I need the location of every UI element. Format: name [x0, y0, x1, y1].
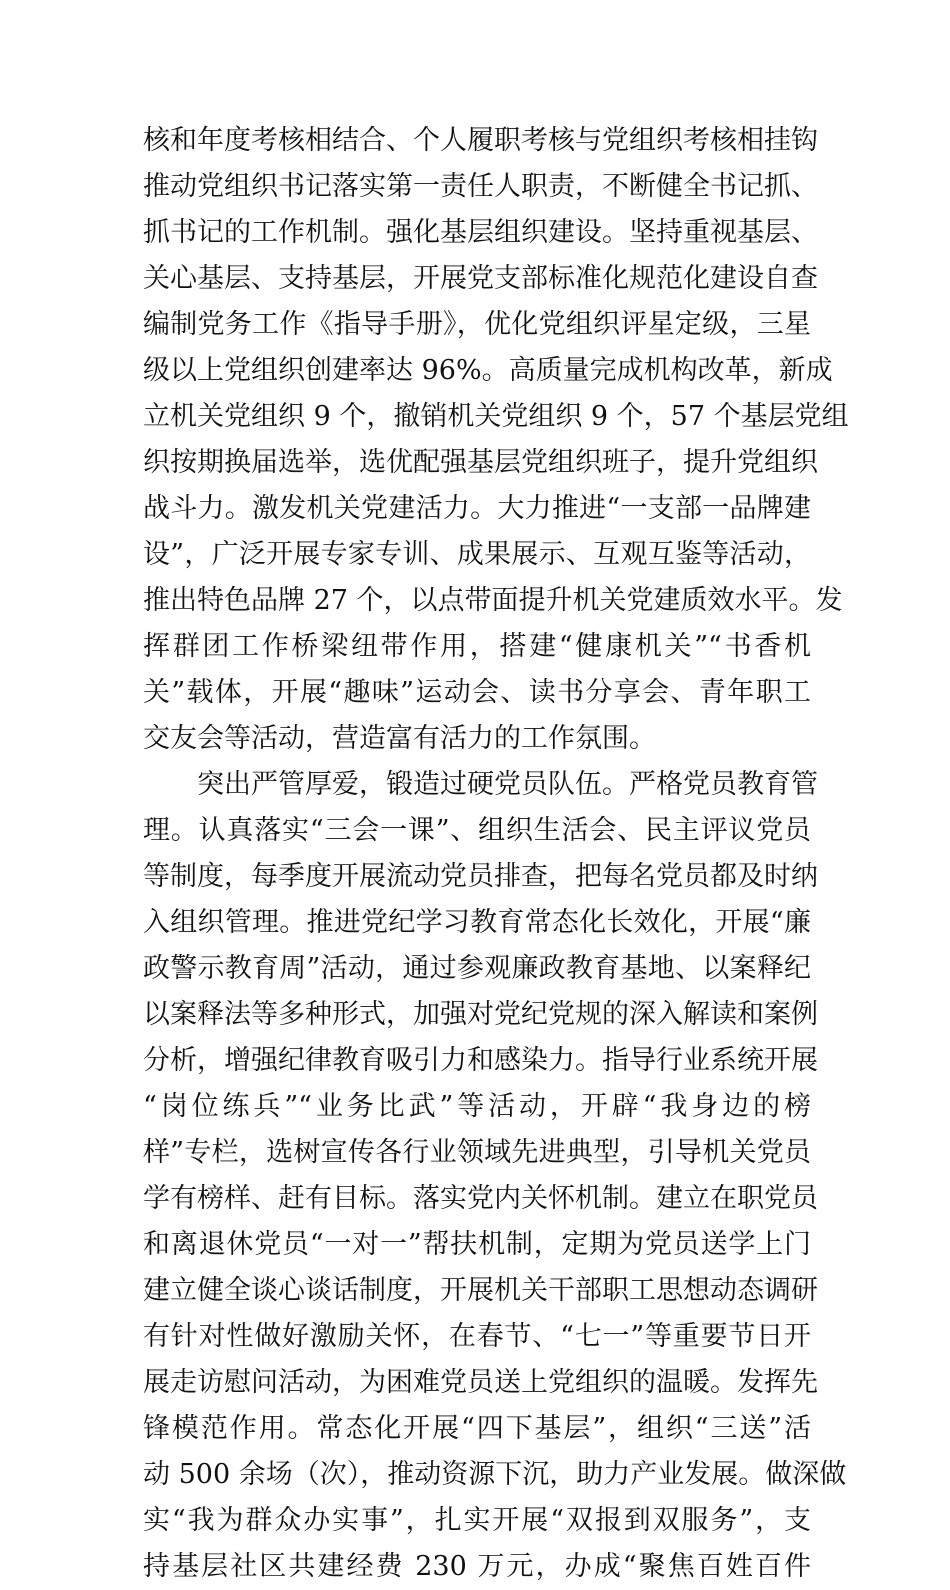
text-line: 建立健全谈心谈话制度，开展机关干部职工思想动态调研	[143, 1275, 818, 1306]
text-line: 持基层社区共建经费 230 万元，办成“聚焦百姓百件	[143, 1551, 811, 1582]
text-line: 战斗力。激发机关党建活力。大力推进“一支部一品牌建	[143, 493, 811, 524]
text-line: 等制度，每季度开展流动党员排查，把每名党员都及时纳	[143, 861, 818, 892]
text-line: 锋模范作用。常态化开展“四下基层”，组织“三送”活	[143, 1413, 811, 1444]
document-body	[143, 118, 849, 1590]
text-line: “岗位练兵”“业务比武”等活动，开辟“我身边的榜	[143, 1091, 811, 1122]
text-line: 理。认真落实“三会一课”、组织生活会、民主评议党员	[143, 815, 811, 846]
text-line: 动 500 余场（次），推动资源下沉，助力产业发展。做深做	[143, 1459, 847, 1490]
text-line: 政警示教育周”活动，通过参观廉政教育基地、以案释纪	[143, 953, 811, 984]
text-line: 交友会等活动，营造富有活力的工作氛围。	[143, 723, 656, 754]
text-line: 推动党组织书记落实第一责任人职责，不断健全书记抓、	[143, 171, 818, 202]
text-line: 突出严管厚爱，锻造过硬党员队伍。严格党员教育管	[197, 769, 818, 800]
text-line: 展走访慰问活动，为困难党员送上党组织的温暖。发挥先	[143, 1367, 818, 1398]
text-line: 分析，增强纪律教育吸引力和感染力。指导行业系统开展	[143, 1045, 818, 1076]
text-line: 和离退休党员“一对一”帮扶机制，定期为党员送学上门	[143, 1229, 811, 1260]
text-line: 核和年度考核相结合、个人履职考核与党组织考核相挂钩	[143, 125, 818, 156]
text-line: 关心基层、支持基层，开展党支部标准化规范化建设自查	[143, 263, 818, 294]
text-line: 立机关党组织 9 个，撤销机关党组织 9 个，57 个基层党组	[143, 401, 849, 432]
text-line: 以案释法等多种形式，加强对党纪党规的深入解读和案例	[143, 999, 818, 1030]
text-line: 编制党务工作《指导手册》，优化党组织评星定级，三星	[143, 309, 811, 340]
text-line: 学有榜样、赶有目标。落实党内关怀机制。建立在职党员	[143, 1183, 818, 1214]
text-line: 样”专栏，选树宣传各行业领域先进典型，引导机关党员	[143, 1137, 811, 1168]
text-line: 抓书记的工作机制。强化基层组织建设。坚持重视基层、	[143, 217, 818, 248]
text-line: 实“我为群众办实事”，扎实开展“双报到双服务”，支	[143, 1505, 811, 1536]
text-line: 织按期换届选举，选优配强基层党组织班子，提升党组织	[143, 447, 818, 478]
text-line: 有针对性做好激励关怀，在春节、“七一”等重要节日开	[143, 1321, 811, 1352]
paragraph	[143, 762, 847, 1590]
text-line: 推出特色品牌 27 个，以点带面提升机关党建质效水平。发	[143, 585, 843, 616]
text-line: 级以上党组织创建率达 96%。高质量完成机构改革，新成	[143, 355, 833, 386]
text-line: 挥群团工作桥梁纽带作用，搭建“健康机关”“书香机	[143, 631, 811, 662]
text-line: 设”，广泛开展专家专训、成果展示、互观互鉴等活动，	[143, 539, 811, 570]
paragraph	[143, 118, 849, 762]
text-line: 入组织管理。推进党纪学习教育常态化长效化，开展“廉	[143, 907, 811, 938]
text-line: 关”载体，开展“趣味”运动会、读书分享会、青年职工	[143, 677, 811, 708]
